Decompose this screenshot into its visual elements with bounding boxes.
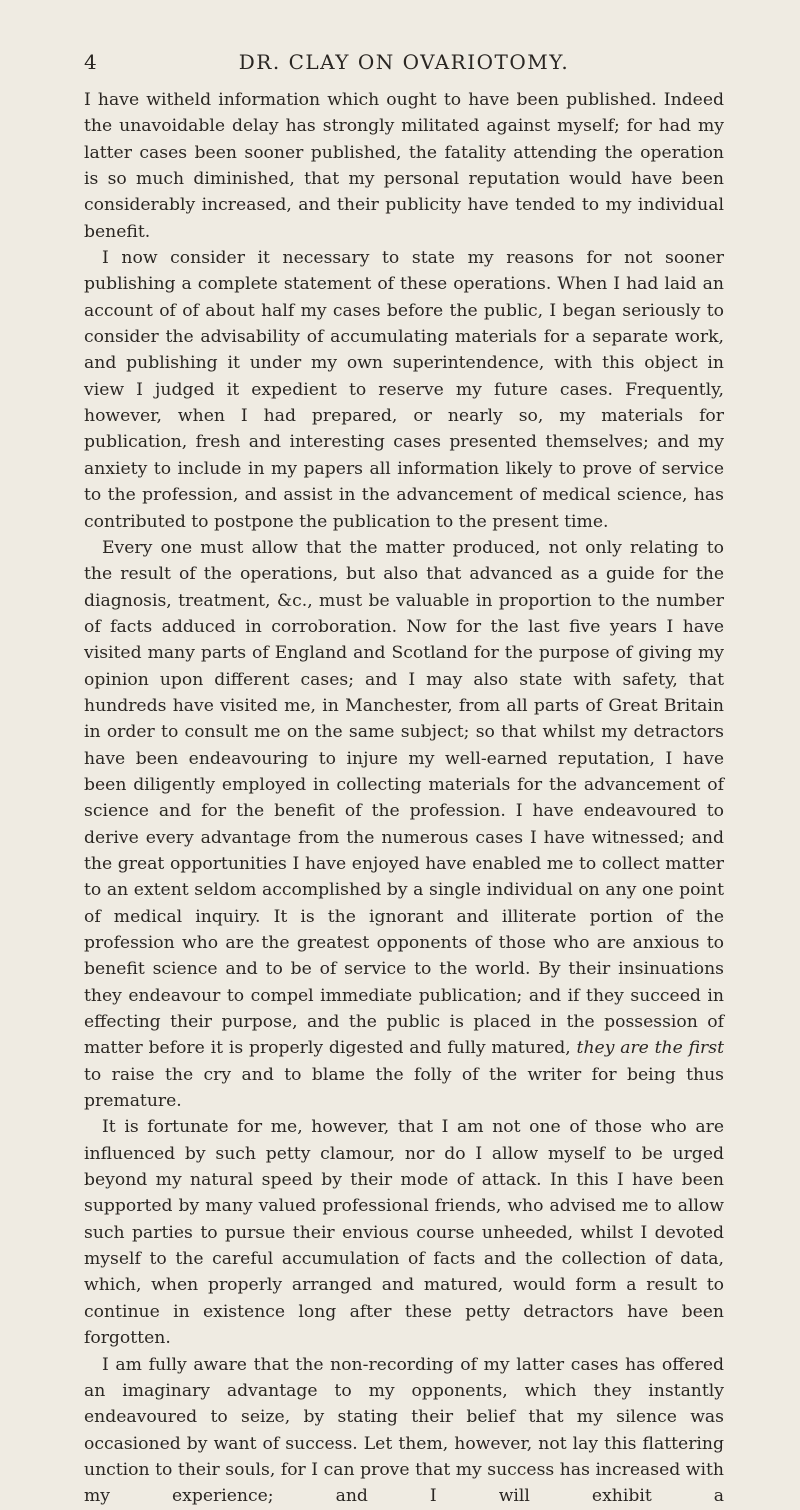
paragraph-3-text-before: Every one must allow that the matter produced, not only relating to the result of the operations, but also that advanced as a guide for the diagnosis, treatment, &c., must be valuable in proportion to the number of facts adduced in corroboration. Now for the last five years I have visited many parts of England and Scotland for the purpose of giving my opinion upon different cases; and I may also state with safety, that hundreds have visited me, in Manchester, from all parts of Great Britain in order to consult me on the same subject; so that whilst my detractors have been endeavouring to injure my well-earned reputation, I have been diligently employed in collecting materials for the advancement of science and for the benefit of the profession. I have endeavoured to derive every advantage from the numerous cases I have witnessed; and the great opportunities I have enjoyed have enabled me to collect matter to an extent seldom accomplished by a single individual on any one point of medical inquiry. It is the ignorant and illiterate portion of the profession who are the greatest opponents of those who are anxious to benefit science and to be of service to the world. By their insinuations they endeavour to compel immediate publication; and if they succeed in effecting their purpose, and the public is placed in the possession of matter before it is properly digested and fully matured, xyxy=(84,537,724,1059)
page-number: 4 xyxy=(84,50,99,74)
running-header xyxy=(84,50,724,76)
paragraph-1: I have witheld information which ought to have been published. Indeed the unavoidable delay has strongly militated against myself; for had my latter cases been sooner published, the fatality attending the operation is so much diminished, that my personal reputation would have been considerably increased, and their publicity have tended to my individual benefit. xyxy=(84,90,724,242)
paragraph-5: I am fully aware that the non-recording of my latter cases has offered an imaginary advantage to my opponents, which they instantly endeavoured to seize, by stating their belief that my silence was occasioned by want of success. Let them, however, not lay this flattering unction to their souls, for I can prove that my success has increased with my experience; and I will exhibit a xyxy=(84,1354,724,1507)
paragraph-2: I now consider it necessary to state my reasons for not sooner publishing a complete statement of these operations. When I had laid an account of of about half my cases before the public, I began seriously to consider the advisability of accumulating materials for a separate work, and publishing it under my own superintendence, with this object in view I judged it expedient to reserve my future cases. Frequently, however, when I had prepared, or nearly so, my materials for publication, fresh and interesting cases presented themselves; and my anxiety to include in my papers all information likely to prove of service to the profession, and assist in the advancement of medical science, has contributed to postpone the publication to the present time. xyxy=(84,248,724,532)
body-text xyxy=(84,87,724,1510)
paragraph-4: It is fortunate for me, however, that I am not one of those who are influenced by such petty clamour, nor do I allow myself to be urged beyond my natural speed by their mode of attack. In this I have been supported by many valued professional friends, who advised me to allow such parties to pursue their envious course unheeded, whilst I devoted myself to the careful accumulation of facts and the collection of data, which, when properly arranged and matured, would form a result to continue in existence long after these petty detractors have been forgotten. xyxy=(84,1117,724,1349)
paragraph-3-text-after: to raise the cry and to blame the folly of the writer for being thus premature. xyxy=(84,1064,724,1112)
paragraph-3 xyxy=(84,535,724,1115)
running-title: DR. CLAY ON OVARIOTOMY. xyxy=(238,50,570,74)
paragraph-3-italic-phrase: they are the first xyxy=(576,1038,725,1059)
